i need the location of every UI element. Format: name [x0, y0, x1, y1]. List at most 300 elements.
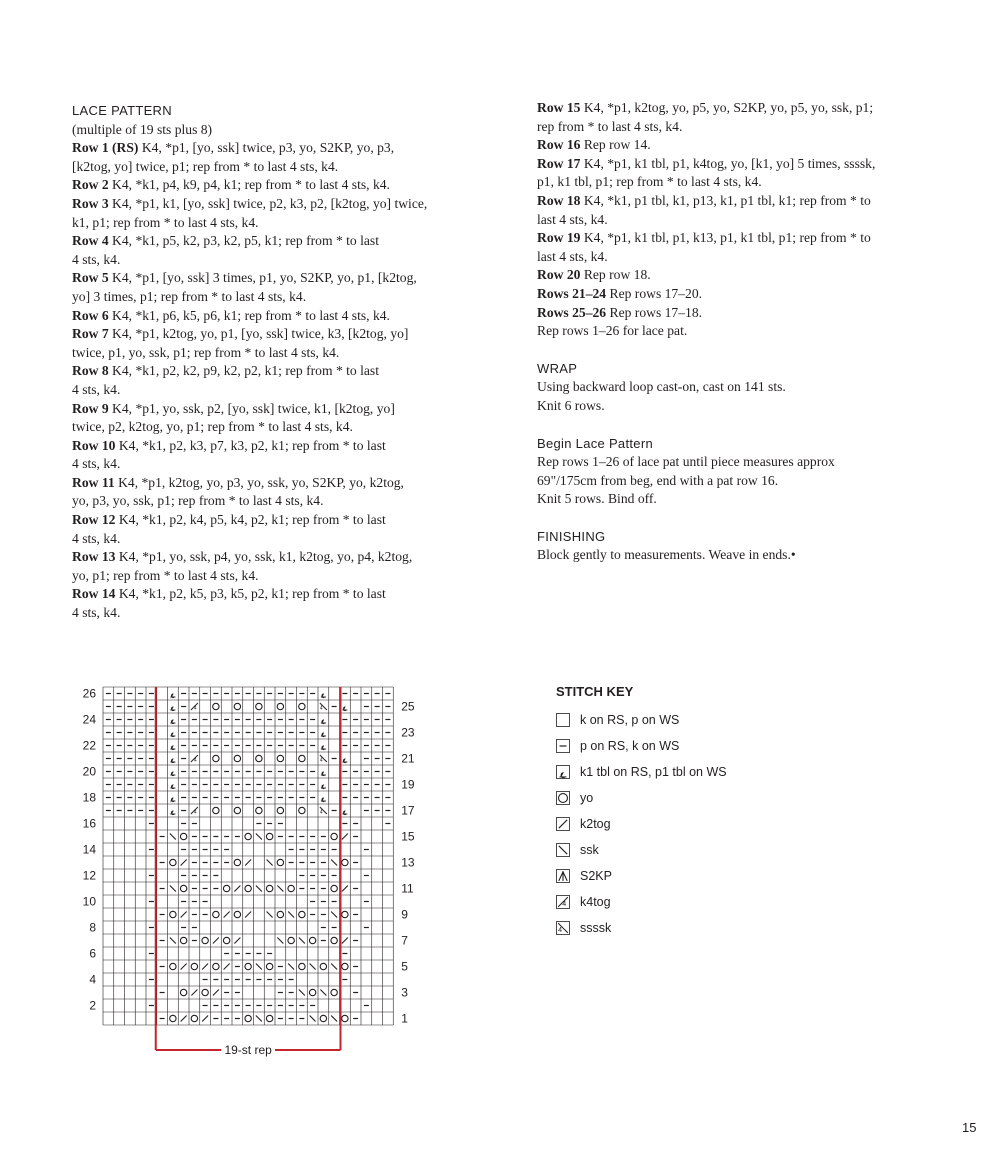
stitch-key-label: k on RS, p on WS [580, 713, 680, 727]
repeat-label: 19-st rep [224, 1043, 272, 1057]
chart-stitch [181, 860, 187, 866]
chart-stitch [191, 963, 197, 969]
lace-rows-list-continued [537, 99, 962, 322]
row-instruction-line [537, 248, 962, 267]
row-instruction-line [537, 173, 962, 192]
row-instruction-line [72, 511, 512, 530]
row-text: 4 sts, k4. [72, 381, 121, 397]
row-instruction-line [72, 548, 512, 567]
stitch-key-item [556, 733, 856, 759]
chart-stitch [331, 885, 337, 891]
row-label: Rows 21–24 [537, 285, 607, 301]
svg-text:4: 4 [193, 705, 197, 712]
chart-stitch [277, 938, 283, 944]
lace-pattern-multiple: (multiple of 19 sts plus 8) [72, 121, 213, 137]
chart-stitch [256, 964, 262, 970]
row-label: Row 4 [72, 233, 109, 249]
row-label: Row 19 [537, 230, 581, 246]
chart-stitch [321, 720, 326, 724]
stitch-key-list [556, 707, 856, 941]
chart-stitch [267, 912, 273, 918]
row-text: rep from * to last 4 sts, k4. [537, 118, 683, 134]
stitch-key [556, 684, 856, 941]
lace-chart [60, 680, 500, 1060]
stitch-key-label: k1 tbl on RS, p1 tbl on WS [580, 765, 727, 779]
k2tog-icon [556, 817, 570, 831]
stitch-key-title: STITCH KEY [556, 684, 634, 699]
svg-text:4: 4 [319, 705, 323, 712]
stitch-key-label: S2KP [580, 869, 612, 883]
begin-lace-line: Knit 5 rows. Bind off. [537, 491, 657, 507]
chart-stitch [321, 772, 326, 776]
chart-stitch [224, 912, 230, 918]
chart-stitch [256, 1016, 262, 1022]
chart-stitch [342, 834, 348, 840]
wrap-line: Using backward loop cast-on, cast on 141 sts. [537, 379, 786, 395]
row-text: 4 sts, k4. [72, 456, 121, 472]
chart-stitch [288, 885, 294, 891]
row-text: k1, p1; rep from * to last 4 sts, k4. [72, 214, 259, 230]
row-text: Rep row 18. [580, 267, 651, 283]
chart-stitch [180, 937, 186, 943]
row-label: Row 18 [537, 192, 581, 208]
chart-stitch [288, 937, 294, 943]
chart-stitch [245, 1015, 251, 1021]
chart-stitch [170, 733, 175, 737]
chart-stitch [321, 746, 326, 750]
row-label: Row 12 [72, 512, 116, 528]
chart-stitch [321, 694, 326, 698]
repeat-instruction: Rep rows 1–26 for lace pat. [537, 323, 688, 339]
chart-stitch [170, 859, 176, 865]
row-text: K4, *k1, p2, k5, p3, k5, p2, k1; rep from * to last [115, 586, 386, 602]
chart-stitch [170, 707, 175, 711]
chart-stitch [213, 938, 219, 944]
row-number-right: 13 [401, 855, 415, 870]
row-instruction-line [72, 530, 512, 549]
chart-stitch [191, 990, 197, 996]
chart-stitch [202, 989, 208, 995]
row-text: 4 sts, k4. [72, 605, 121, 621]
chart-stitch [342, 886, 348, 892]
row-number-right: 23 [401, 725, 415, 740]
row-number-right: 25 [401, 699, 415, 714]
stitch-key-label: k4tog [580, 895, 611, 909]
row-text: K4, *k1, p6, k5, p6, k1; rep from * to last 4 sts, k4. [108, 307, 390, 323]
row-instruction-line [537, 192, 962, 211]
chart-stitch [181, 964, 187, 970]
chart-stitch [299, 911, 305, 917]
chart-stitch [277, 807, 283, 813]
chart-stitch [309, 989, 315, 995]
chart-stitch [245, 885, 251, 891]
begin-lace-line: 69"/175cm from beg, end with a pat row 16. [537, 472, 779, 488]
row-label: Row 16 [537, 137, 581, 153]
chart-stitch [277, 911, 283, 917]
chart-stitch [170, 785, 175, 789]
chart-stitch [331, 833, 337, 839]
chart-stitch [309, 937, 315, 943]
row-number-right: 1 [401, 1011, 408, 1026]
chart-stitch [342, 1015, 348, 1021]
row-text: Rep rows 17–20. [606, 285, 703, 301]
row-instruction-line [72, 232, 512, 251]
chart-stitch [191, 1015, 197, 1021]
chart-stitch [256, 703, 262, 709]
pattern-left-column [72, 102, 512, 623]
lace-rows-list [72, 139, 512, 622]
row-instruction-line [72, 139, 512, 158]
row-text: p1, k1 tbl, p1; rep from * to last 4 sts, k4. [537, 174, 762, 190]
chart-stitch [321, 785, 326, 789]
chart-stitch [342, 859, 348, 865]
row-number-left: 4 [89, 972, 96, 987]
chart-stitch [266, 833, 272, 839]
row-instruction-line [72, 492, 512, 511]
chart-stitch [277, 886, 283, 892]
chart-stitch [234, 703, 240, 709]
chart-stitch [224, 964, 230, 970]
chart-stitch [310, 1016, 316, 1022]
chart-stitch [191, 807, 198, 816]
row-instruction-line [72, 362, 512, 381]
row-number-left: 12 [82, 868, 96, 883]
chart-stitch [180, 885, 186, 891]
row-label: Row 5 [72, 270, 109, 286]
chart-stitch [234, 911, 240, 917]
row-text: 4 sts, k4. [72, 530, 121, 546]
begin-lace-line: Rep rows 1–26 of lace pat until piece measures approx [537, 454, 835, 470]
row-text: K4, *k1, p2, k3, p7, k3, p2, k1; rep from * to last [115, 437, 386, 453]
chart-stitch [266, 963, 272, 969]
chart-stitch [320, 703, 327, 712]
chart-stitch [277, 859, 283, 865]
row-text: yo] 3 times, p1; rep from * to last 4 sts, k4. [72, 288, 307, 304]
chart-stitch [234, 859, 240, 865]
chart-stitch [342, 811, 347, 815]
row-text: K4, *p1, k1 tbl, p1, k4tog, yo, [k1, yo] 5 times, ssssk, [580, 155, 876, 171]
chart-stitch [277, 755, 283, 761]
svg-text:4: 4 [319, 757, 323, 764]
row-text: K4, *p1, yo, ssk, p2, [yo, ssk] twice, k1, [k2tog, yo] [108, 400, 395, 416]
chart-stitch [234, 938, 240, 944]
chart-stitch [234, 807, 240, 813]
chart-stitch [202, 1016, 208, 1022]
row-label: Row 10 [72, 437, 116, 453]
row-text: twice, p1, yo, ssk, p1; rep from * to last 4 sts, k4. [72, 344, 340, 360]
row-instruction-line [72, 585, 512, 604]
k4tog-icon [556, 895, 570, 909]
tbl-icon [556, 765, 570, 779]
svg-text:4: 4 [562, 901, 567, 909]
chart-stitch [181, 1016, 187, 1022]
ssk-icon [556, 843, 570, 857]
row-label: Row 20 [537, 267, 581, 283]
row-label: Row 2 [72, 177, 109, 193]
chart-stitch [170, 911, 176, 917]
chart-stitch [256, 807, 262, 813]
row-text: K4, *p1, k1, [yo, ssk] twice, p2, k3, p2, [k2tog, yo] twice, [108, 195, 428, 211]
row-instruction-line [537, 229, 962, 248]
row-instruction-line [72, 604, 512, 623]
chart-stitch [320, 1015, 326, 1021]
row-text: K4, *p1, [yo, ssk] twice, p3, yo, S2KP, yo, p3, [138, 140, 395, 156]
svg-text:4: 4 [319, 809, 323, 816]
chart-stitch [245, 963, 251, 969]
chart-stitch [202, 937, 208, 943]
chart-stitch [181, 912, 187, 918]
row-instruction-line [72, 325, 512, 344]
chart-stitch [256, 834, 262, 840]
row-label: Row 9 [72, 400, 109, 416]
chart-stitch [331, 937, 337, 943]
row-text: K4, *p1, yo, ssk, p4, yo, ssk, k1, k2tog, yo, p4, k2tog, [115, 549, 413, 565]
row-instruction-line [72, 474, 512, 493]
row-text: twice, p2, k2tog, yo, p1; rep from * to last 4 sts, k4. [72, 419, 353, 435]
stitch-key-label: ssssk [580, 921, 612, 935]
chart-stitch [299, 703, 305, 709]
row-instruction-line [72, 455, 512, 474]
row-number-left: 2 [89, 998, 96, 1013]
row-instruction-line [537, 99, 962, 118]
chart-stitch [299, 990, 305, 996]
row-label: Row 11 [72, 474, 115, 490]
chart-stitch [170, 694, 175, 698]
row-number-right: 15 [401, 829, 415, 844]
chart-stitch [256, 886, 262, 892]
row-text: yo, p3, yo, ssk, p1; rep from * to last 4 sts, k4. [72, 493, 324, 509]
chart-stitch [342, 963, 348, 969]
row-text: K4, *p1, k2tog, yo, p3, yo, ssk, yo, S2KP, yo, k2tog, [114, 474, 404, 490]
row-instruction-line [72, 307, 512, 326]
stitch-key-item [556, 759, 856, 785]
row-text: Rep rows 17–18. [606, 304, 703, 320]
row-instruction-line [72, 567, 512, 586]
chart-stitch [342, 938, 348, 944]
chart-stitch [321, 733, 326, 737]
chart-stitch [288, 964, 294, 970]
row-number-left: 20 [82, 764, 96, 779]
row-number-left: 6 [89, 946, 96, 961]
row-number-right: 17 [401, 803, 415, 818]
row-instruction-line [72, 269, 512, 288]
row-number-right: 3 [401, 985, 408, 1000]
row-number-left: 26 [82, 686, 96, 701]
stitch-key-item [556, 863, 856, 889]
row-label: Row 15 [537, 100, 581, 115]
chart-stitch [245, 833, 251, 839]
chart-stitch [277, 703, 283, 709]
row-label: Row 8 [72, 363, 109, 379]
chart-stitch [170, 772, 175, 776]
chart-stitch [213, 990, 219, 996]
stitch-key-item [556, 707, 856, 733]
chart-stitch [256, 755, 262, 761]
begin-lace-heading: Begin Lace Pattern [537, 435, 653, 451]
chart-stitch [299, 755, 305, 761]
row-instruction-line [72, 214, 512, 233]
row-number-right: 21 [401, 751, 415, 766]
row-label: Row 14 [72, 586, 116, 602]
chart-stitch [331, 860, 337, 866]
stitch-key-item [556, 811, 856, 837]
chart-stitch [213, 963, 219, 969]
row-instruction-line [537, 155, 962, 174]
wrap-line: Knit 6 rows. [537, 397, 605, 413]
row-instruction-line [72, 158, 512, 177]
row-instruction-line [72, 195, 512, 214]
chart-stitch [180, 989, 186, 995]
chart-stitch [170, 963, 176, 969]
row-text: K4, *k1, p4, k9, p4, k1; rep from * to last 4 sts, k4. [108, 177, 390, 193]
row-number-right: 7 [401, 933, 408, 948]
stitch-key-label: yo [580, 791, 594, 805]
row-label: Row 17 [537, 155, 581, 171]
chart-stitch [342, 759, 347, 763]
chart-stitch [266, 885, 272, 891]
row-number-left: 8 [89, 920, 96, 935]
row-text: 4 sts, k4. [72, 251, 121, 267]
row-instruction-line [72, 437, 512, 456]
chart-stitch [331, 989, 337, 995]
page-number: 15 [962, 1120, 977, 1135]
row-text: last 4 sts, k4. [537, 211, 608, 227]
row-label: Row 13 [72, 549, 116, 565]
chart-stitch [180, 833, 186, 839]
row-instruction-line [72, 251, 512, 270]
svg-text:4: 4 [193, 809, 197, 816]
chart-stitch [170, 834, 176, 840]
chart-stitch [170, 1015, 176, 1021]
chart-stitch [320, 963, 326, 969]
row-number-right: 19 [401, 777, 415, 792]
row-text: K4, *p1, k2tog, yo, p1, [yo, ssk] twice, k3, [k2tog, yo] [108, 326, 409, 342]
chart-stitch [170, 886, 176, 892]
row-number-left: 14 [82, 842, 96, 857]
chart-stitch [331, 912, 337, 918]
chart-stitch [223, 937, 229, 943]
chart-stitch [299, 938, 305, 944]
row-instruction-line [537, 266, 962, 285]
stitch-key-item [556, 785, 856, 811]
chart-stitch [191, 755, 198, 764]
row-number-left: 16 [82, 816, 96, 831]
stitch-key-item [556, 837, 856, 863]
chart-stitch [342, 707, 347, 711]
chart-stitch [245, 912, 251, 918]
chart-stitch [299, 807, 305, 813]
chart-stitch [267, 860, 273, 866]
yo-icon [556, 791, 570, 805]
row-number-right: 9 [401, 907, 408, 922]
row-label: Row 6 [72, 307, 109, 323]
lace-pattern-heading: LACE PATTERN [72, 103, 172, 118]
row-instruction-line [72, 400, 512, 419]
chart-stitch [288, 912, 294, 918]
row-number-left: 18 [82, 790, 96, 805]
finishing-heading: FINISHING [537, 528, 606, 544]
chart-stitch [331, 1016, 337, 1022]
row-text: yo, p1; rep from * to last 4 sts, k4. [72, 567, 259, 583]
row-text: [k2tog, yo] twice, p1; rep from * to last 4 sts, k4. [72, 158, 339, 174]
chart-stitch [234, 886, 240, 892]
row-instruction-line [72, 288, 512, 307]
chart-stitch [245, 860, 251, 866]
row-text: K4, *p1, k1 tbl, p1, k13, p1, k1 tbl, p1; rep from * to [580, 230, 871, 246]
ssssk-icon [556, 921, 570, 935]
chart-stitch [320, 990, 326, 996]
chart-stitch [310, 964, 316, 970]
row-instruction-line [537, 211, 962, 230]
chart-stitch [170, 720, 175, 724]
chart-stitch [170, 759, 175, 763]
row-text: K4, *k1, p2, k4, p5, k4, p2, k1; rep from * to last [115, 512, 386, 528]
stitch-key-label: k2tog [580, 817, 611, 831]
stitch-key-label: p on RS, k on WS [580, 739, 680, 753]
stitch-key-item [556, 915, 856, 941]
chart-stitch [170, 798, 175, 802]
row-text: K4, *p1, [yo, ssk] 3 times, p1, yo, S2KP, yo, p1, [k2tog, [108, 270, 417, 286]
row-instruction-line [72, 381, 512, 400]
chart-stitch [202, 964, 208, 970]
chart-stitch [170, 938, 176, 944]
chart-stitch [191, 703, 198, 712]
row-text: K4, *k1, p1 tbl, k1, p13, k1, p1 tbl, k1; rep from * to [580, 192, 871, 208]
chart-stitch [213, 703, 219, 709]
row-text: Rep row 14. [580, 137, 651, 153]
row-instruction-line [72, 418, 512, 437]
row-instruction-line [537, 136, 962, 155]
chart-stitch [320, 755, 327, 764]
row-instruction-line [537, 118, 962, 137]
row-number-right: 11 [401, 881, 414, 896]
row-number-left: 10 [82, 894, 96, 909]
chart-stitch [320, 807, 327, 816]
row-number-right: 5 [401, 959, 408, 974]
row-text: K4, *k1, p2, k2, p9, k2, p2, k1; rep from * to last [108, 363, 379, 379]
chart-stitch [170, 746, 175, 750]
row-label: Row 3 [72, 195, 109, 211]
chart-stitch [299, 963, 305, 969]
chart-stitch [342, 911, 348, 917]
chart-stitch [170, 811, 175, 815]
row-instruction-line [537, 285, 962, 304]
blank-icon [556, 713, 570, 727]
row-instruction-line [72, 344, 512, 363]
chart-stitch [234, 755, 240, 761]
chart-stitch [266, 1015, 272, 1021]
stitch-key-item [556, 889, 856, 915]
svg-text:4: 4 [193, 757, 197, 764]
stitch-key-label: ssk [580, 843, 599, 857]
chart-stitch [213, 807, 219, 813]
finishing-line: Block gently to measurements. Weave in ends.• [537, 547, 796, 563]
chart-stitch [331, 964, 337, 970]
row-text: K4, *k1, p5, k2, p3, k2, p5, k1; rep from * to last [108, 233, 379, 249]
row-instruction-line [537, 304, 962, 323]
chart-stitch [223, 885, 229, 891]
chart-grid [103, 687, 393, 1025]
chart-stitch [321, 798, 326, 802]
row-label: Rows 25–26 [537, 304, 607, 320]
chart-stitch [213, 755, 219, 761]
s2kp-icon [556, 869, 570, 883]
row-text: K4, *p1, k2tog, yo, p5, yo, S2KP, yo, p5, yo, ssk, p1; [580, 100, 874, 115]
row-number-left: 22 [82, 738, 96, 753]
row-label: Row 1 (RS) [72, 140, 139, 156]
pattern-right-column [537, 99, 962, 565]
row-instruction-line [72, 176, 512, 195]
